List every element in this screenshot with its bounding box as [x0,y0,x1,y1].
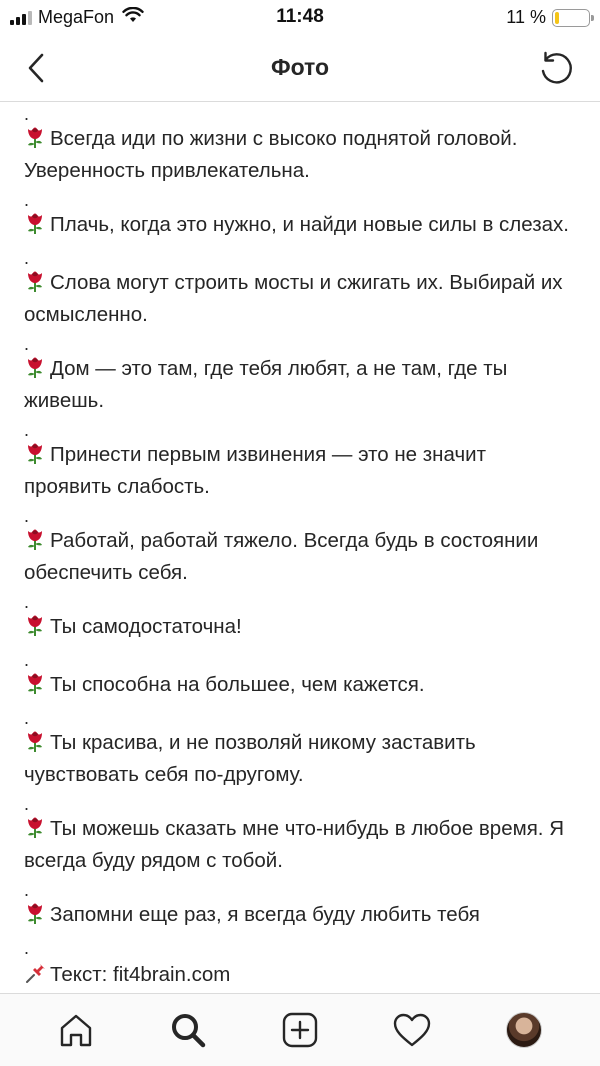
separator-dot: . [24,592,30,612]
tab-home[interactable] [46,1000,106,1060]
quote-line [24,125,576,185]
quote-line [24,815,576,875]
separator-dot: . [24,794,30,814]
rose-icon [24,125,46,157]
tab-profile[interactable] [494,1000,554,1060]
quote-line [24,527,576,587]
tab-activity[interactable] [382,1000,442,1060]
quote-line [24,729,576,789]
quote-text: Работай, работай тяжело. Всегда будь в состоянии обеспечить себя. [24,529,539,584]
quote-text: Ты самодостаточна! [50,615,242,638]
tab-new-post[interactable] [270,1000,330,1060]
battery-fill [555,12,559,24]
separator-dot: . [24,104,30,124]
tab-search[interactable] [158,1000,218,1060]
refresh-button[interactable] [534,46,578,90]
status-time: 11:48 [276,6,324,27]
quote-text: Плачь, когда это нужно, и найди новые силы в слезах. [50,213,569,236]
home-icon [58,1012,94,1048]
quote-line [24,355,576,415]
carrier-name: MegaFon [38,7,115,27]
rose-icon [24,729,46,761]
battery-percent: 11 % [506,7,546,27]
quote-line [24,211,576,243]
quote-line [24,901,576,933]
separator-dot: . [24,938,30,958]
separator-dot: . [24,708,30,728]
separator-dot: . [24,248,30,268]
search-icon [169,1011,207,1049]
source-credit-text: Текст: fit4brain.com [50,963,231,986]
avatar [506,1012,542,1048]
rose-icon [24,613,46,645]
quote-line [24,269,576,329]
separator-dot: . [24,420,30,440]
separator-dot: . [24,880,30,900]
rose-icon [24,815,46,847]
nav-bar [0,36,600,102]
status-right [506,7,590,28]
separator-dot: . [24,190,30,210]
back-button[interactable] [16,48,56,88]
quote-text: Принести первым извинения — это не значит проявить слабость. [24,443,486,498]
battery-icon [552,9,590,27]
add-icon [281,1011,319,1049]
refresh-icon [537,49,575,87]
quote-text: Дом — это там, где тебя любят, а не там, где ты живешь. [24,357,508,412]
rose-icon [24,355,46,387]
rose-icon [24,211,46,243]
rose-icon [24,527,46,559]
quote-line [24,441,576,501]
source-credit [24,961,576,993]
separator-dot: . [24,506,30,526]
post-caption [0,103,600,993]
rose-icon [24,901,46,933]
page-title: Фото [270,54,330,80]
quote-text: Ты можешь сказать мне что-нибудь в любое время. Я всегда буду рядом с тобой. [24,817,565,872]
quote-text: Слова могут строить мосты и сжигать их. Выбирай их осмысленно. [24,271,563,326]
separator-dot: . [24,650,30,670]
quote-line [24,671,576,703]
quote-text: Запомни еще раз, я всегда буду любить тебя [50,903,480,926]
rose-icon [24,441,46,473]
heart-icon [392,1012,432,1048]
quote-text: Ты красива, и не позволяй никому заставить чувствовать себя по-другому. [24,731,476,786]
tab-bar [0,993,600,1066]
quote-text: Всегда иди по жизни с высоко поднятой головой. Уверенность привлекательна. [24,127,518,182]
pushpin-icon [24,961,48,993]
separator-dot: . [24,334,30,354]
rose-icon [24,269,46,301]
quote-text: Ты способна на большее, чем кажется. [50,673,425,696]
rose-icon [24,671,46,703]
status-bar [0,0,600,36]
chevron-left-icon [26,53,46,83]
quote-line [24,613,576,645]
